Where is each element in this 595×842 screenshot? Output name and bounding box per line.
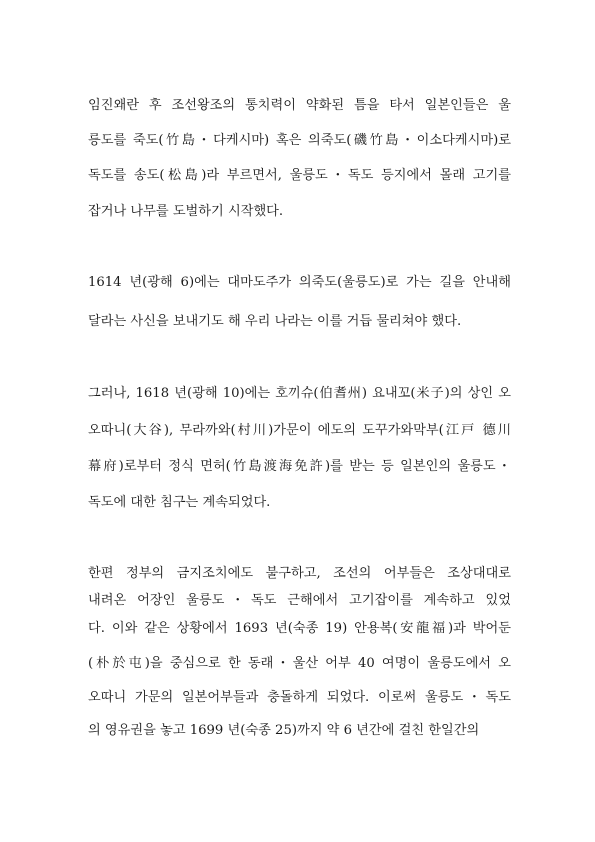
text-line: 독도를 송도(松島)라 부르면서, 울릉도・독도 등지에서 몰래 고기를 [88,168,511,183]
text-line: 오따니 가문의 일본어부들과 충돌하게 되었다. 이로써 울릉도・독도 [88,690,511,705]
text-line: 幕府)로부터 정식 면허(竹島渡海免許)를 받는 등 일본인의 울릉도・ [88,459,511,474]
text-line: 의 영유권을 놓고 1699 년(숙종 25)까지 약 6 년간에 걸친 한일간의 [88,723,480,738]
text-line: 그러나, 1618 년(광해 10)에는 호끼슈(伯耆州) 요내꼬(米子)의 상인 오 [88,386,511,401]
text-line: 잡거나 나무를 도벌하기 시작했다. [88,204,284,219]
text-line: 오따니(大谷), 무라까와(村川)가문이 에도의 도꾸가와막부(江戸 德川 [88,423,511,438]
text-line: 독도에 대한 침구는 계속되었다. [88,495,271,510]
text-line: 1614 년(광해 6)에는 대마도주가 의죽도(울릉도)로 가는 길을 안내해 [88,275,511,290]
text-line: (朴於屯)을 중심으로 한 동래・울산 어부 40 여명이 울릉도에서 오 [88,656,511,671]
text-line: 내려온 어장인 울릉도・독도 근해에서 고기잡이를 계속하고 있었 [88,593,511,608]
text-line: 임진왜란 후 조선왕조의 통치력이 약화된 틈을 타서 일본인들은 울 [88,98,511,113]
text-line: 달라는 사신을 보내기도 해 우리 나라는 이를 거듭 물리쳐야 했다. [88,314,462,329]
text-line: 릉도를 죽도(竹島・다케시마) 혹은 의죽도(磯竹島・이소다케시마)로 [88,133,511,148]
text-line: 한편 정부의 금지조치에도 불구하고, 조선의 어부들은 조상대대로 [88,566,511,581]
text-line: 다. 이와 같은 상황에서 1693 년(숙종 19) 안용복(安龍福)과 박어둔 [88,621,511,636]
